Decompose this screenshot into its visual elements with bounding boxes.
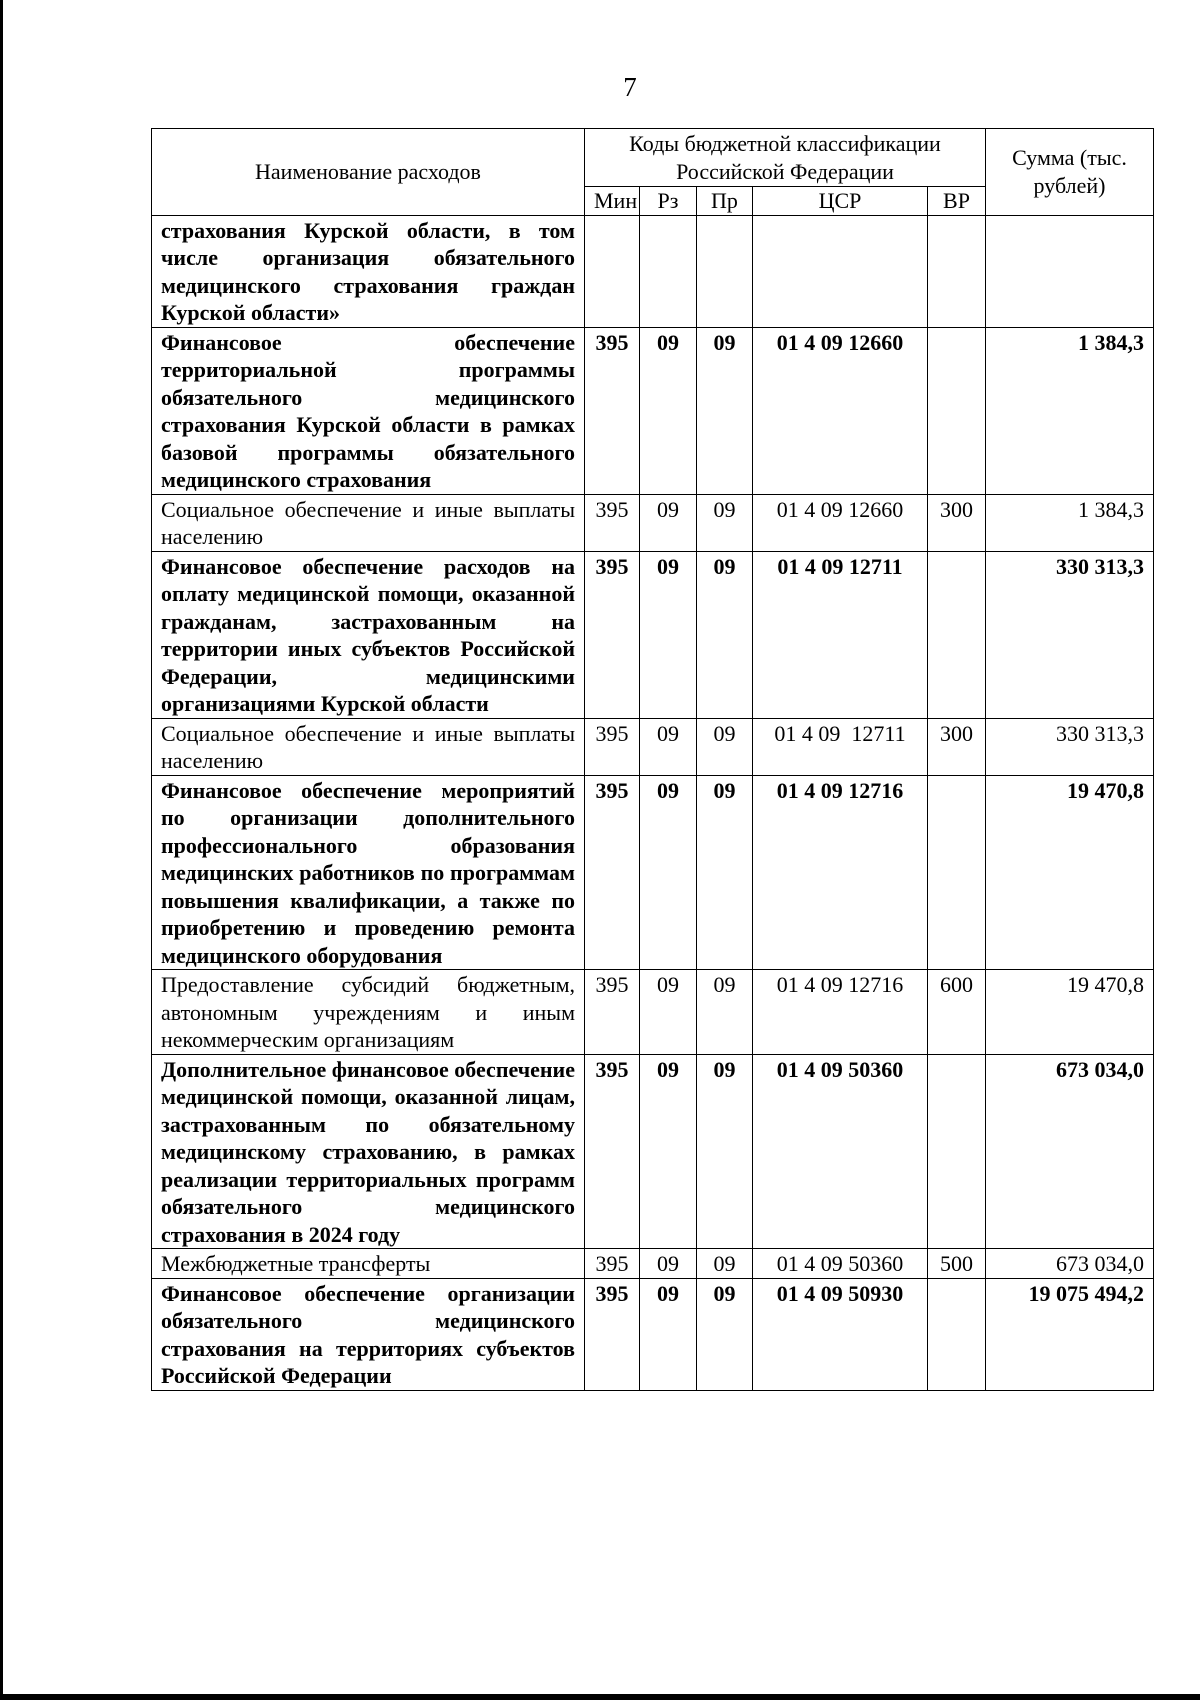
table-row bbox=[152, 215, 1154, 327]
row-pr: 09 bbox=[697, 970, 753, 1055]
row-min bbox=[585, 215, 640, 327]
row-min: 395 bbox=[585, 1249, 640, 1279]
row-sum: 19 470,8 bbox=[986, 775, 1154, 970]
row-pr: 09 bbox=[697, 551, 753, 718]
row-vr: 300 bbox=[928, 718, 986, 775]
table-row bbox=[152, 327, 1154, 494]
row-rz: 09 bbox=[640, 1054, 697, 1249]
row-name: Межбюджетные трансферты bbox=[152, 1249, 585, 1279]
table-row bbox=[152, 1278, 1154, 1390]
row-min: 395 bbox=[585, 775, 640, 970]
header-codes-title: Коды бюджетной классификации Российской Федерации bbox=[585, 129, 986, 187]
table-row bbox=[152, 494, 1154, 551]
row-rz: 09 bbox=[640, 551, 697, 718]
row-pr: 09 bbox=[697, 1278, 753, 1390]
row-csr: 01 4 09 50360 bbox=[753, 1249, 928, 1279]
row-csr: 01 4 09 12660 bbox=[753, 494, 928, 551]
row-pr: 09 bbox=[697, 718, 753, 775]
row-name: Финансовое обеспечение территориальной программы обязательного медицинского страхования Курской области в рамках базовой программы обязательного медицинского страхования bbox=[152, 327, 585, 494]
row-csr: 01 4 09 12716 bbox=[753, 775, 928, 970]
header-name: Наименование расходов bbox=[152, 129, 585, 216]
row-rz: 09 bbox=[640, 327, 697, 494]
row-name: Социальное обеспечение и иные выплаты населению bbox=[152, 494, 585, 551]
row-vr bbox=[928, 327, 986, 494]
header-csr: ЦСР bbox=[753, 187, 928, 216]
row-vr: 600 bbox=[928, 970, 986, 1055]
row-sum: 1 384,3 bbox=[986, 494, 1154, 551]
header-rz: Рз bbox=[640, 187, 697, 216]
table-row bbox=[152, 970, 1154, 1055]
row-sum: 673 034,0 bbox=[986, 1249, 1154, 1279]
row-min: 395 bbox=[585, 1278, 640, 1390]
row-rz: 09 bbox=[640, 775, 697, 970]
table-row bbox=[152, 718, 1154, 775]
row-sum: 330 313,3 bbox=[986, 551, 1154, 718]
table-row bbox=[152, 551, 1154, 718]
header-sum: Сумма (тыс. рублей) bbox=[986, 129, 1154, 216]
header-vr: ВР bbox=[928, 187, 986, 216]
row-name: Предоставление субсидий бюджетным, автономным учреждениям и иным некоммерческим организациям bbox=[152, 970, 585, 1055]
row-name: страхования Курской области, в том числе организация обязательного медицинского страхования граждан Курской области» bbox=[152, 215, 585, 327]
row-name: Дополнительное финансовое обеспечение медицинской помощи, оказанной лицам, застрахованным по обязательному медицинскому страхованию, в рамках реализации территориальных программ обязательного медицинского страхования в 2024 году bbox=[152, 1054, 585, 1249]
row-rz: 09 bbox=[640, 1249, 697, 1279]
budget-table bbox=[151, 128, 1154, 1391]
row-vr bbox=[928, 775, 986, 970]
row-min: 395 bbox=[585, 970, 640, 1055]
row-vr: 500 bbox=[928, 1249, 986, 1279]
header-pr: Пр bbox=[697, 187, 753, 216]
row-vr bbox=[928, 1054, 986, 1249]
row-pr: 09 bbox=[697, 327, 753, 494]
row-rz: 09 bbox=[640, 1278, 697, 1390]
row-vr bbox=[928, 551, 986, 718]
row-min: 395 bbox=[585, 494, 640, 551]
row-pr: 09 bbox=[697, 1054, 753, 1249]
row-rz: 09 bbox=[640, 494, 697, 551]
row-name: Социальное обеспечение и иные выплаты населению bbox=[152, 718, 585, 775]
table-row bbox=[152, 1054, 1154, 1249]
header-min: Мин bbox=[585, 187, 640, 216]
row-name: Финансовое обеспечение расходов на оплату медицинской помощи, оказанной гражданам, застрахованным на территории иных субъектов Российской Федерации, медицинскими организациями Курской области bbox=[152, 551, 585, 718]
table-row bbox=[152, 775, 1154, 970]
row-csr: 01 4 09 50360 bbox=[753, 1054, 928, 1249]
row-pr: 09 bbox=[697, 1249, 753, 1279]
row-sum: 1 384,3 bbox=[986, 327, 1154, 494]
row-sum: 19 470,8 bbox=[986, 970, 1154, 1055]
row-csr: 01 4 09 12711 bbox=[753, 551, 928, 718]
row-vr bbox=[928, 1278, 986, 1390]
row-sum: 330 313,3 bbox=[986, 718, 1154, 775]
row-pr bbox=[697, 215, 753, 327]
row-pr: 09 bbox=[697, 775, 753, 970]
row-min: 395 bbox=[585, 718, 640, 775]
page-edge-left bbox=[0, 0, 3, 1700]
row-min: 395 bbox=[585, 1054, 640, 1249]
page-edge-bottom bbox=[0, 1694, 1200, 1700]
row-pr: 09 bbox=[697, 494, 753, 551]
row-csr bbox=[753, 215, 928, 327]
table-row bbox=[152, 1249, 1154, 1279]
row-rz bbox=[640, 215, 697, 327]
row-sum: 673 034,0 bbox=[986, 1054, 1154, 1249]
row-sum bbox=[986, 215, 1154, 327]
row-rz: 09 bbox=[640, 718, 697, 775]
row-csr: 01 4 09 50930 bbox=[753, 1278, 928, 1390]
row-csr: 01 4 09 12716 bbox=[753, 970, 928, 1055]
row-vr bbox=[928, 215, 986, 327]
row-name: Финансовое обеспечение организации обязательного медицинского страхования на территориях субъектов Российской Федерации bbox=[152, 1278, 585, 1390]
row-name: Финансовое обеспечение мероприятий по организации дополнительного профессионального образования медицинских работников по программам повышения квалификации, а также по приобретению и проведению ремонта медицинского оборудования bbox=[152, 775, 585, 970]
row-min: 395 bbox=[585, 327, 640, 494]
row-sum: 19 075 494,2 bbox=[986, 1278, 1154, 1390]
page-number: 7 bbox=[623, 72, 637, 102]
row-csr: 01 4 09 12711 bbox=[753, 718, 928, 775]
row-vr: 300 bbox=[928, 494, 986, 551]
row-min: 395 bbox=[585, 551, 640, 718]
row-rz: 09 bbox=[640, 970, 697, 1055]
row-csr: 01 4 09 12660 bbox=[753, 327, 928, 494]
